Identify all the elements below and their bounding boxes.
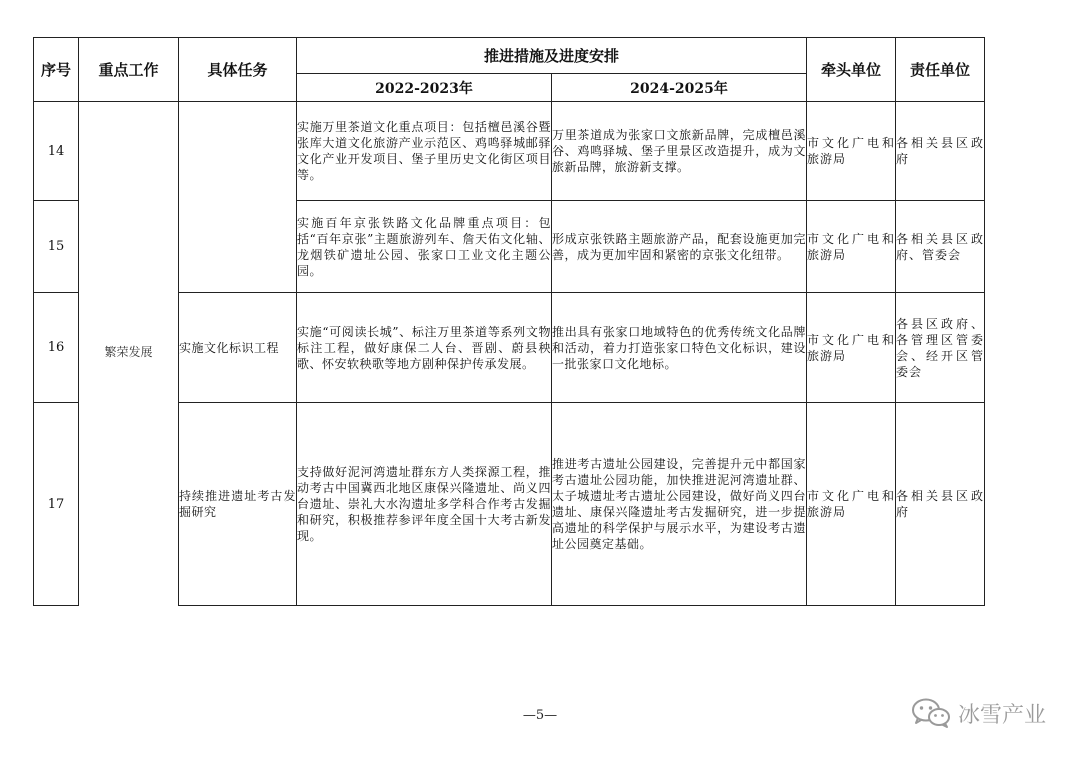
row-measure-2022-2023: 支持做好泥河湾遗址群东方人类探源工程，推动考古中国冀西北地区康保兴隆遗址、尚义四台遗址、崇礼大水沟遗址多学科合作考古发掘和研究，积极推荐参评年度全国十大考古新发现。	[297, 403, 552, 606]
row-measure-2024-2025: 万里茶道成为张家口文旅新品牌，完成檀邑溪谷、鸡鸣驿城、堡子里景区改造提升，成为文旅新品牌，旅游新支撑。	[552, 102, 807, 201]
header-row	[34, 38, 985, 74]
progress-plan-table	[33, 37, 985, 606]
row-lead-unit: 市文化广电和旅游局	[807, 102, 896, 201]
header-responsible-unit: 责任单位	[896, 38, 985, 102]
header-key-work: 重点工作	[79, 38, 179, 102]
row-responsible-unit: 各相关县区政府	[896, 403, 985, 606]
header-measures: 推进措施及进度安排	[297, 38, 807, 74]
row-lead-unit: 市文化广电和旅游局	[807, 293, 896, 403]
row-responsible-unit: 各相关县区政府、管委会	[896, 201, 985, 293]
header-period-2024-2025: 2024-2025年	[552, 74, 807, 102]
row-measure-2022-2023: 实施万里茶道文化重点项目：包括檀邑溪谷暨张库大道文化旅游产业示范区、鸡鸣驿城邮驿文化产业开发项目、堡子里历史文化街区项目等。	[297, 102, 552, 201]
watermark-text: 冰雪产业	[957, 702, 1046, 728]
row-task: 持续推进遗址考古发掘研究	[179, 403, 297, 606]
table-row	[34, 102, 985, 201]
row-task	[179, 102, 297, 293]
row-responsible-unit: 各县区政府、各管理区管委会、经开区管委会	[896, 293, 985, 403]
row-lead-unit: 市文化广电和旅游局	[807, 201, 896, 293]
page-number: —5—	[522, 708, 558, 723]
row-task: 实施文化标识工程	[179, 293, 297, 403]
row-seq: 17	[34, 403, 79, 606]
row-lead-unit: 市文化广电和旅游局	[807, 403, 896, 606]
row-measure-2024-2025: 推进考古遗址公园建设，完善提升元中都国家考古遗址公园功能，加快推进泥河湾遗址群、太子城遗址考古遗址公园建设，做好尚义四台遗址、康保兴隆遗址考古发掘研究，进一步提高遗址的科学保护与展示水平，为建设考古遗址公园奠定基础。	[552, 403, 807, 606]
row-seq: 15	[34, 201, 79, 293]
key-work-label: 繁荣发展	[104, 344, 153, 359]
key-work-cell	[79, 102, 179, 606]
wechat-icon	[910, 697, 952, 729]
row-seq: 16	[34, 293, 79, 403]
row-measure-2022-2023: 实施“可阅读长城”、标注万里茶道等系列文物标注工程，做好康保二人台、晋剧、蔚县秧歌、怀安软秧歌等地方剧种保护传承发展。	[297, 293, 552, 403]
row-measure-2022-2023: 实施百年京张铁路文化品牌重点项目：包括“百年京张”主题旅游列车、詹天佑文化轴、龙烟铁矿遗址公园、张家口工业文化主题公园。	[297, 201, 552, 293]
watermark	[910, 697, 1046, 729]
header-lead-unit: 牵头单位	[807, 38, 896, 102]
row-measure-2024-2025: 形成京张铁路主题旅游产品，配套设施更加完善，成为更加牢固和紧密的京张文化纽带。	[552, 201, 807, 293]
row-seq: 14	[34, 102, 79, 201]
header-seq: 序号	[34, 38, 79, 102]
row-measure-2024-2025: 推出具有张家口地域特色的优秀传统文化品牌和活动，着力打造张家口特色文化标识，建设一批张家口文化地标。	[552, 293, 807, 403]
row-responsible-unit: 各相关县区政府	[896, 102, 985, 201]
header-period-2022-2023: 2022-2023年	[297, 74, 552, 102]
header-task: 具体任务	[179, 38, 297, 102]
